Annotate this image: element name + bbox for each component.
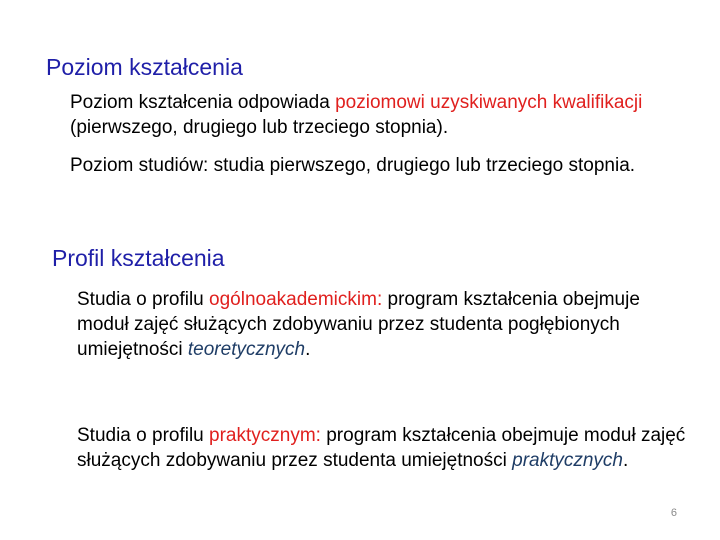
paragraph-text: . [623, 450, 629, 471]
paragraph-text: Poziom kształcenia odpowiada [70, 92, 336, 113]
paragraph-text: Poziom studiów: studia pierwszego, drugiego lub trzeciego stopnia. [70, 155, 636, 176]
emphasis-text: teoretycznych [187, 339, 306, 360]
paragraph-text: . [305, 339, 311, 360]
paragraph-text: program kształcenia obejmuje moduł zajęć służących zdobywaniu przez studenta umiejętności [77, 425, 686, 471]
level-definition-paragraph [70, 90, 680, 140]
academic-profile-paragraph [77, 287, 687, 362]
paragraph-text: Studia o profilu [77, 289, 210, 310]
slide-number: 6 [670, 507, 677, 519]
emphasis-text: praktycznych [512, 450, 623, 471]
highlight-text: poziomowi uzyskiwanych kwalifikacji [335, 92, 643, 113]
paragraph-text: Studia o profilu [77, 425, 210, 446]
study-level-paragraph [70, 153, 670, 178]
section-heading-level: Poziom kształcenia [46, 54, 243, 80]
highlight-text: ogólnoakademickim: [209, 289, 383, 310]
highlight-text: praktycznym: [209, 425, 321, 446]
paragraph-text: (pierwszego, drugiego lub trzeciego stopnia). [70, 117, 449, 138]
paragraph-text: program kształcenia obejmuje moduł zajęć służących zdobywaniu przez studenta pogłębionych umiejętności [77, 289, 640, 360]
practical-profile-paragraph [77, 423, 689, 473]
section-heading-profile: Profil kształcenia [52, 245, 225, 271]
